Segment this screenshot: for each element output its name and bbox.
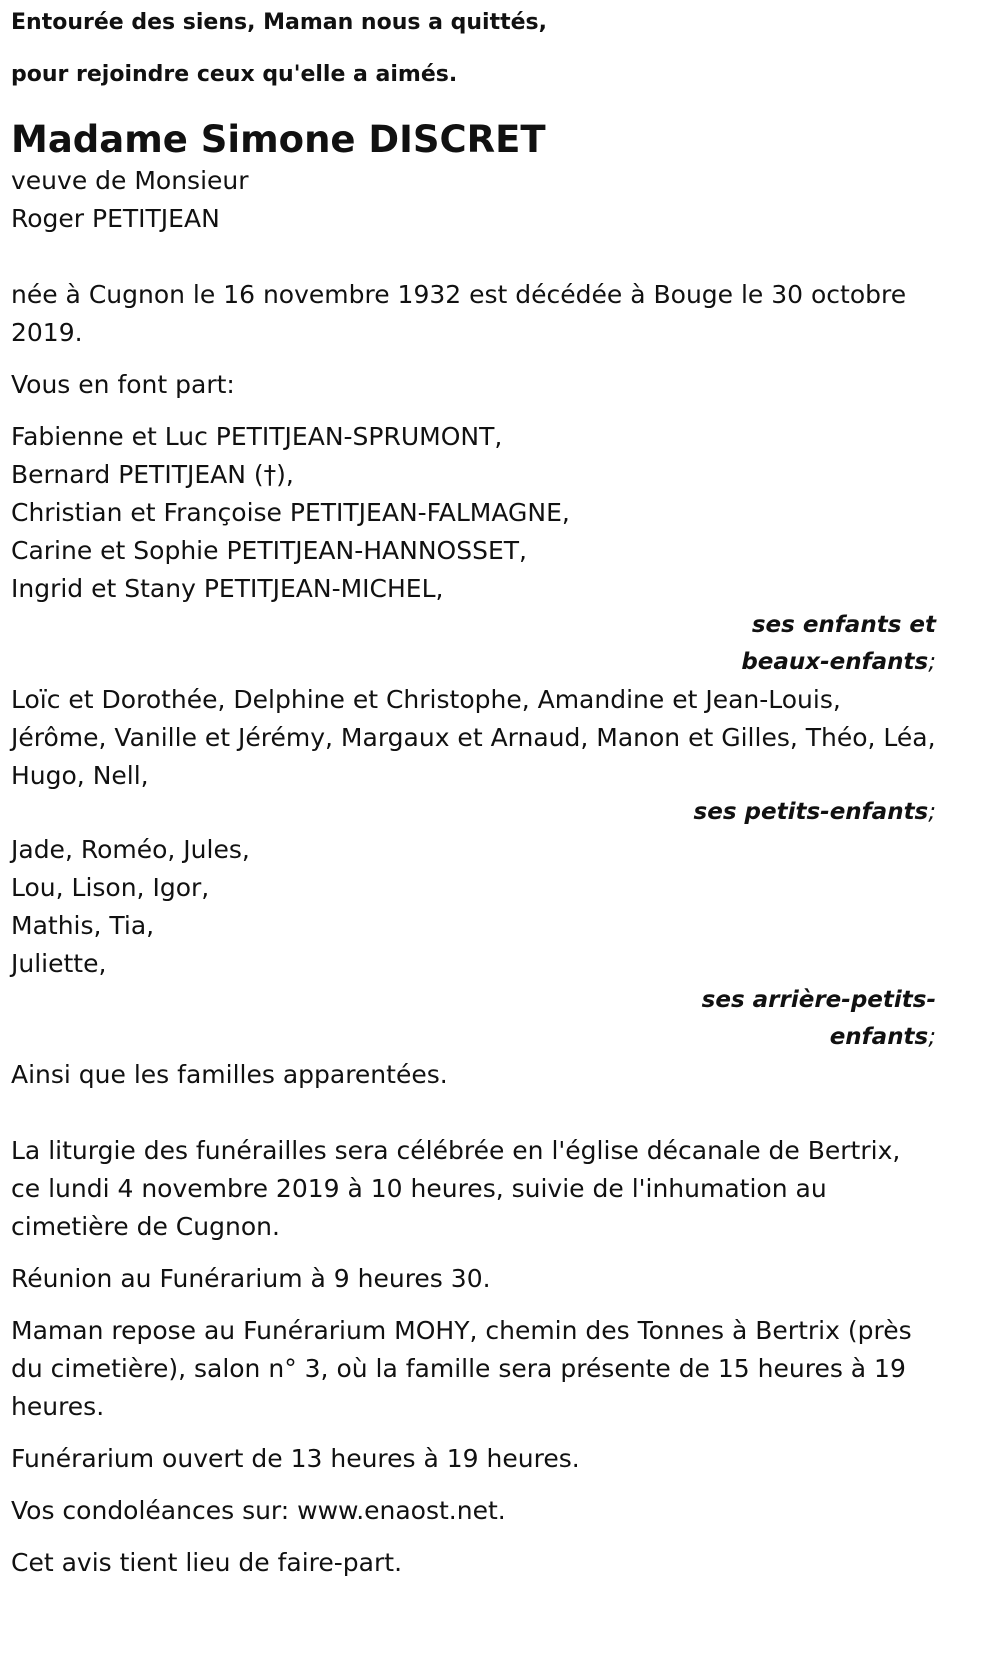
birth-death-text: née à Cugnon le 16 novembre 1932 est décédée à Bouge le 30 octobre 2019. bbox=[11, 280, 907, 347]
spouse-line-1: veuve de Monsieur bbox=[11, 166, 249, 195]
condolences-text: Vos condoléances sur: www.enaost.net. bbox=[11, 1496, 506, 1525]
spouse-line-2: Roger PETITJEAN bbox=[11, 204, 220, 233]
announce-text: Vous en font part: bbox=[11, 370, 235, 399]
grandchildren-role-line bbox=[11, 794, 936, 831]
children-role-text: beaux-enfants bbox=[741, 649, 929, 675]
liturgy-text: La liturgie des funérailles sera célébrée en l'église décanale de Bertrix, ce lundi 4 novembre 2019 à 10 heures, suivie de l'inhumation au cimetière de Cugnon. bbox=[11, 1136, 901, 1241]
child-entry: Carine et Sophie PETITJEAN-HANNOSSET, bbox=[11, 536, 527, 565]
great-grandchild-entry: Juliette, bbox=[11, 949, 107, 978]
children-role-line-1: ses enfants et bbox=[751, 612, 936, 638]
child-entry: Ingrid et Stany PETITJEAN-MICHEL, bbox=[11, 574, 444, 603]
rest-text: Maman repose au Funérarium MOHY, chemin des Tonnes à Bertrix (près du cimetière), salon n° 3, où la famille sera présente de 15 heures à 19 heures. bbox=[11, 1316, 912, 1421]
spouse-block bbox=[11, 162, 936, 238]
grandchildren-role bbox=[11, 794, 936, 831]
intro-line-2: pour rejoindre ceux qu'elle a aimés. bbox=[11, 62, 458, 87]
child-entry: Fabienne et Luc PETITJEAN-SPRUMONT, bbox=[11, 422, 503, 451]
great-grandchildren-role-text: enfants bbox=[829, 1024, 929, 1050]
great-grandchild-entry: Mathis, Tia, bbox=[11, 911, 155, 940]
children-list bbox=[11, 418, 936, 608]
great-grandchild-entry: Lou, Lison, Igor, bbox=[11, 873, 210, 902]
great-grandchildren-role-line-2 bbox=[11, 1019, 936, 1056]
great-grandchildren-role-line-1: ses arrière-petits- bbox=[701, 987, 936, 1013]
great-grandchild-entry: Jade, Roméo, Jules, bbox=[11, 835, 250, 864]
meeting-text: Réunion au Funérarium à 9 heures 30. bbox=[11, 1264, 491, 1293]
role-separator: ; bbox=[928, 1024, 936, 1050]
intro-line-1: Entourée des siens, Maman nous a quittés, bbox=[11, 10, 547, 35]
children-role bbox=[11, 607, 936, 681]
role-separator: ; bbox=[928, 649, 936, 675]
great-grandchildren-role bbox=[11, 982, 936, 1056]
closing-text: Cet avis tient lieu de faire-part. bbox=[11, 1548, 403, 1577]
deceased-name: Madame Simone DISCRET bbox=[11, 118, 546, 161]
child-entry: Christian et Françoise PETITJEAN-FALMAGNE, bbox=[11, 498, 570, 527]
child-entry: Bernard PETITJEAN (†), bbox=[11, 460, 294, 489]
children-role-line-2 bbox=[11, 644, 936, 681]
grandchildren-role-text: ses petits-enfants bbox=[693, 799, 929, 825]
grandchildren-text: Loïc et Dorothée, Delphine et Christophe, Amandine et Jean-Louis, Jérôme, Vanille et Jérémy, Margaux et Arnaud, Manon et Gilles, Théo, Léa, Hugo, Nell, bbox=[11, 685, 936, 790]
great-grandchildren-list bbox=[11, 831, 936, 983]
families-text: Ainsi que les familles apparentées. bbox=[11, 1060, 448, 1089]
role-separator: ; bbox=[928, 799, 936, 825]
opening-hours-text: Funérarium ouvert de 13 heures à 19 heures. bbox=[11, 1444, 580, 1473]
